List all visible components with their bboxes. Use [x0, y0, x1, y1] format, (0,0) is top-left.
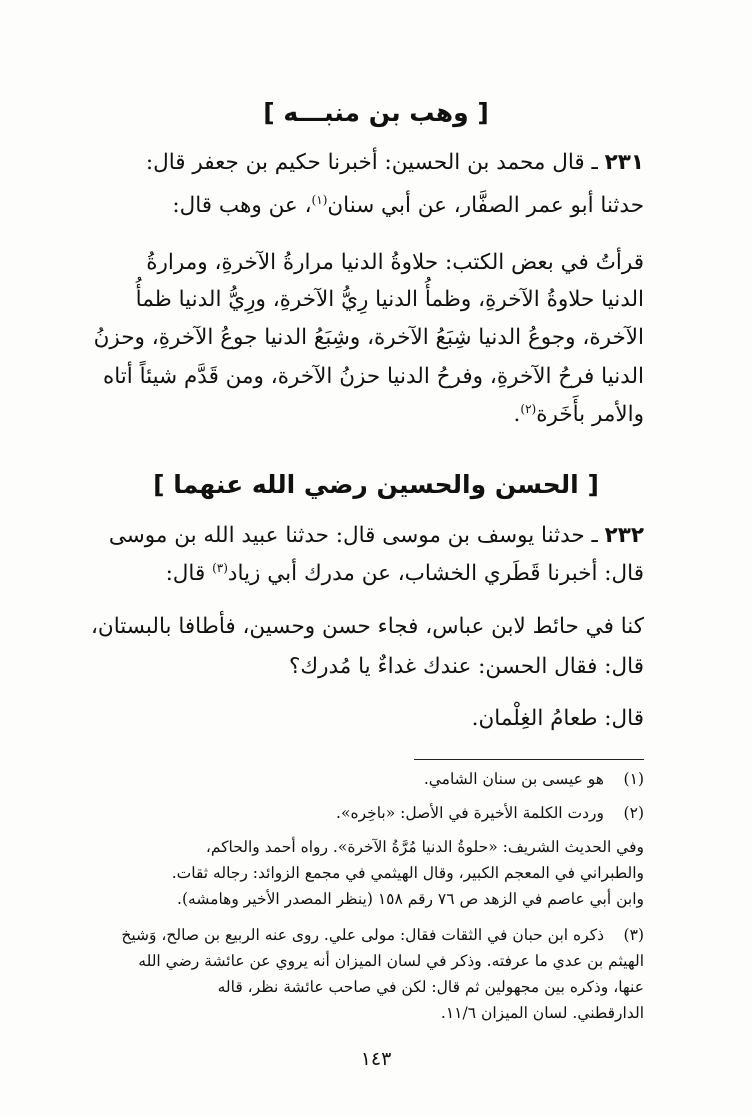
hadith-232-isnad-line1: ٢٣٢ ـ حدثنا يوسف بن موسى قال: حدثنا عبيد الله بن موسى — [108, 523, 644, 548]
section-heading-hasan-husayn: [ الحسن والحسين رضي الله عنهما ] — [153, 470, 599, 499]
hadith-231-isnad-line2: حدثنا أبو عمر الصفَّار، عن أبي سنان$^{(١)}$، عن وهب قال: — [172, 193, 644, 219]
hadith-number: ٢٣٢ — [604, 523, 644, 548]
page-number: ١٤٣ — [360, 1048, 392, 1070]
footnote-ref-3[interactable]: (٣) — [212, 561, 228, 575]
footnote-ref-1[interactable]: (١) — [311, 193, 328, 207]
hadith-number: ٢٣١ — [604, 150, 644, 175]
hadith-231-text-line: الآخرة، وجوعُ الدنيا شِبَعُ الآخرة، وشِبَعُ الدنيا جوعُ الآخرةِ، وحزنُ — [93, 325, 644, 350]
footnote-2-cont-line: وابن أبي عاصم في الزهد ص ٧٦ رقم ١٥٨ (ينظر المصدر الأخير وهامشه). — [177, 890, 644, 908]
footnote-1-line: هو عيسى بن سنان الشامي. — [423, 770, 604, 788]
footnote-3-line: الهيثم بن عدي ما عرفته. وذكر في لسان الميزان أنه يروي عن عائشة رضي الله — [138, 952, 644, 970]
footnote-3-line: الدارقطني. لسان الميزان ١١/٦. — [440, 1004, 644, 1022]
footnote-separator — [414, 759, 644, 760]
footnote-3-line: عنها، وذكره بين مجهولين ثم قال: لكن في صاحب عائشة نظر، قاله — [217, 978, 644, 996]
footnote-3-line: ذكره ابن حبان في الثقات فقال: مولى علي. روى عنه الربيع بن صالح، وَشيخ — [121, 926, 604, 944]
footnote-2-line: وردت الكلمة الأخيرة في الأصل: «باخِره». — [336, 804, 604, 822]
section-heading-wahb: [ وهب بن منبـــه ] — [263, 98, 489, 127]
footnote-mark-3: (٣) — [623, 926, 644, 944]
footnote-mark-1: (١) — [623, 770, 644, 788]
hadith-232-text-line: كنا في حائط لابن عباس، فجاء حسن وحسين، فأطافا بالبستان، — [90, 614, 644, 639]
hadith-231-text-line: الدنيا فرحُ الآخرةِ، وفرحُ الدنيا حزنُ الآخرة، ومن قَدَّم شيئاً أتاه — [102, 364, 644, 389]
hadith-231-isnad-line1: ٢٣١ ـ قال محمد بن الحسين: أخبرنا حكيم بن جعفر قال: — [145, 150, 644, 175]
hadith-231-text-line: قرأتُ في بعض الكتب: حلاوةُ الدنيا مرارةُ الآخرةِ، ومرارةُ — [146, 250, 644, 275]
footnote-2-cont-line: والطبراني في المعجم الكبير، وقال الهيثمي في مجمع الزوائد: رجاله ثقات. — [171, 864, 644, 882]
footnote-mark-2: (٢) — [623, 804, 644, 822]
hadith-231-last-line: والأمر بأَخَرة$^{(٢)}$. — [513, 402, 644, 428]
footnote-2-cont-line: وفي الحديث الشريف: «حلوةُ الدنيا مُرَّةُ الآخرة». رواه أحمد والحاكم، — [205, 838, 644, 856]
hadith-232-text-line: قال: طعامُ الغِلْمان. — [471, 706, 644, 731]
hadith-231-text-line: الدنيا حلاوةُ الآخرةِ، وظمأُ الدنيا رِيُّ الآخرةِ، ورِيُّ الدنيا ظمأُ — [135, 287, 644, 312]
hadith-232-text-line: قال: فقال الحسن: عندك غداءٌ يا مُدرك؟ — [288, 654, 644, 679]
hadith-232-isnad-line2: قال: أخبرنا قَطَري الخشاب، عن مدرك أبي زياد$^{(٣)}$ قال: — [165, 561, 644, 587]
footnote-ref-2[interactable]: (٢) — [520, 402, 537, 416]
